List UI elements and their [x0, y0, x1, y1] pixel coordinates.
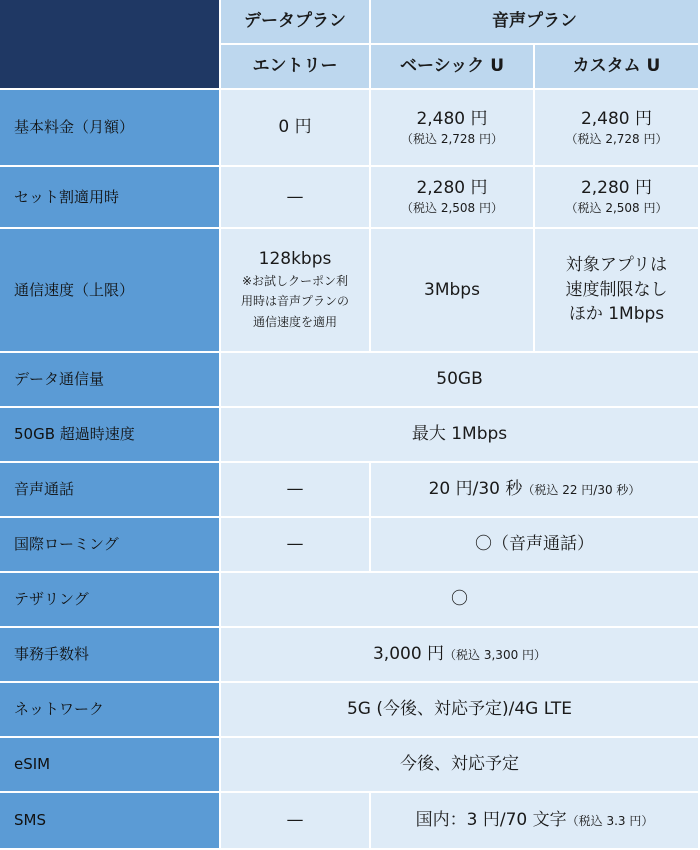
- row-roaming: [0, 518, 700, 573]
- cell-sms-voice: [371, 793, 700, 850]
- speed-note-line: 通信速度を適用: [252, 314, 337, 329]
- admin-fee-tax-included: （税込 3,300 円）: [444, 648, 547, 663]
- available-circle-icon: 〇: [451, 589, 468, 610]
- row-label-esim: eSIM: [0, 738, 221, 793]
- not-available-dash: —: [286, 479, 304, 500]
- cell-basic-fee-entry: [221, 90, 371, 167]
- cell-tethering: [221, 573, 700, 628]
- row-sms: [0, 793, 700, 850]
- cell-basic-fee-custom: [535, 90, 700, 167]
- voice-call-price: 20 円/30 秒: [428, 479, 523, 500]
- row-label-speed: 通信速度（上限）: [0, 229, 221, 353]
- row-label-tethering: テザリング: [0, 573, 221, 628]
- cell-set-discount-basic: [371, 167, 535, 229]
- row-label-sms: SMS: [0, 793, 221, 850]
- cell-data-volume: [221, 353, 700, 408]
- cell-basic-fee-basic: [371, 90, 535, 167]
- row-network: [0, 683, 700, 738]
- row-label-voice-call: 音声通話: [0, 463, 221, 518]
- row-label-basic-fee: 基本料金（月額）: [0, 90, 221, 167]
- speed-value: 3Mbps: [424, 279, 480, 300]
- cell-admin-fee: [221, 628, 700, 683]
- row-label-overage-speed: 50GB 超過時速度: [0, 408, 221, 463]
- price-main: 2,480 円: [580, 108, 653, 129]
- header-plan-custom: カスタム U: [535, 45, 700, 90]
- cell-set-discount-entry: [221, 167, 371, 229]
- price-main: 2,480 円: [416, 108, 488, 129]
- row-set-discount: [0, 167, 700, 229]
- price-tax-included: （税込 2,508 円）: [565, 201, 668, 216]
- cell-overage-speed: [221, 408, 700, 463]
- speed-note-line: 用時は音声プランの: [240, 294, 349, 309]
- price-main: 2,280 円: [580, 178, 653, 199]
- speed-custom-line: ほか 1Mbps: [568, 304, 665, 325]
- speed-custom-line: 速度制限なし: [565, 279, 668, 300]
- price-tax-included: （税込 2,728 円）: [401, 131, 503, 146]
- cell-voice-call-entry: [221, 463, 371, 518]
- cell-speed-custom: [535, 229, 700, 353]
- row-voice-call: [0, 463, 700, 518]
- row-label-admin-fee: 事務手数料: [0, 628, 221, 683]
- header-corner: [0, 0, 221, 90]
- row-label-roaming: 国際ローミング: [0, 518, 221, 573]
- price-tax-included: （税込 2,508 円）: [401, 201, 503, 216]
- esim-value: 今後、対応予定: [400, 754, 519, 775]
- sms-price: 国内：3 円/70 文字: [415, 810, 567, 831]
- row-tethering: [0, 573, 700, 628]
- cell-network: [221, 683, 700, 738]
- row-basic-fee: [0, 90, 700, 167]
- row-admin-fee: [0, 628, 700, 683]
- sms-tax-included: （税込 3.3 円）: [566, 814, 654, 829]
- speed-custom-line: 対象アプリは: [565, 255, 668, 276]
- overage-speed-value: 最大 1Mbps: [411, 424, 508, 445]
- cell-sms-entry: [221, 793, 371, 850]
- data-volume-value: 50GB: [436, 369, 483, 390]
- header-voice-plan: 音声プラン: [371, 0, 700, 45]
- cell-speed-entry: [221, 229, 371, 353]
- network-value: 5G (今後、対応予定)/4G LTE: [346, 699, 573, 720]
- row-overage-speed: [0, 408, 700, 463]
- header-plan-basic: ベーシック U: [371, 45, 535, 90]
- header-data-plan: データプラン: [221, 0, 371, 45]
- speed-main: 128kbps: [258, 248, 332, 269]
- cell-roaming-voice: [371, 518, 700, 573]
- cell-esim: [221, 738, 700, 793]
- not-available-dash: —: [286, 186, 304, 207]
- row-speed: [0, 229, 700, 353]
- header-plan-entry: エントリー: [221, 45, 371, 90]
- roaming-value: 〇（音声通話）: [475, 534, 594, 555]
- speed-note-line: ※お試しクーポン利: [241, 273, 349, 288]
- row-data-volume: [0, 353, 700, 408]
- cell-speed-basic: [371, 229, 535, 353]
- admin-fee-price: 3,000 円: [372, 644, 445, 665]
- row-label-data-volume: データ通信量: [0, 353, 221, 408]
- cell-set-discount-custom: [535, 167, 700, 229]
- voice-call-tax-included: （税込 22 円/30 秒）: [522, 483, 641, 498]
- row-label-network: ネットワーク: [0, 683, 221, 738]
- not-available-dash: —: [286, 810, 304, 831]
- row-label-set-discount: セット割適用時: [0, 167, 221, 229]
- price-main: 0 円: [278, 117, 312, 138]
- not-available-dash: —: [286, 534, 304, 555]
- price-main: 2,280 円: [416, 178, 488, 199]
- row-esim: [0, 738, 700, 793]
- price-tax-included: （税込 2,728 円）: [565, 131, 668, 146]
- cell-roaming-entry: [221, 518, 371, 573]
- header-row-groups: [0, 0, 700, 45]
- cell-voice-call-voice: [371, 463, 700, 518]
